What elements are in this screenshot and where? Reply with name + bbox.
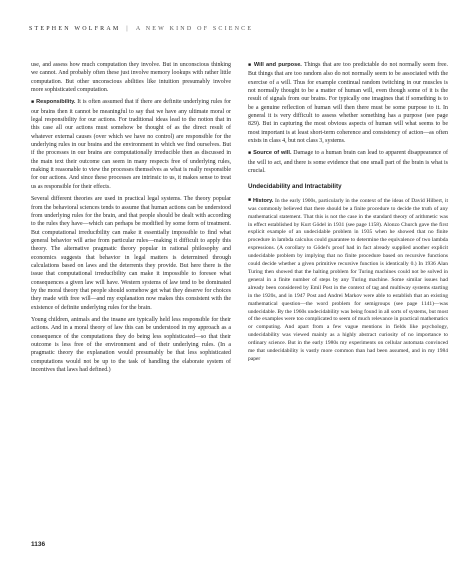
note-heading-responsibility: Responsibility.	[36, 99, 76, 106]
note-body-source: Damage to a human brain can lead to apparent disappearance of the will to act, and there is some evidence that one small part of the brain is what is crucial.	[248, 150, 449, 175]
note-heading-will: Will and purpose.	[253, 62, 302, 68]
left-column	[31, 61, 231, 378]
note-body-will: Things that are too predictable do not normally seem free. But things that are too random also do not normally seem to be associated with the exercise of a will. Thus for example continual random twitching in our muscles is not normally thought to be a matter of human will, even though some of it is the result of signals from our brains. For typically one imagines that if something is to be a genuine reflection of human will then there must be some purpose to it. In general it is very difficult to assess whether something has a purpose (see page 829). But in capturing the most obvious aspects of human will what seems to be most important is at least short-term coherence and consistency of action—as often exists in class 4, but not class 3, systems.	[248, 62, 448, 145]
header-book-title: A NEW KIND OF SCIENCE	[135, 26, 254, 32]
section-title: Undecidability and Intractability	[248, 183, 342, 191]
bullet-icon: ■	[248, 62, 252, 68]
left-paragraph-3: Several different theories are used in practical legal systems. The theory popular from the behavioral sciences tends to assume that human actions can be understood from underlying rules for the brain, and that people should be dealt with according to the rules they have—which can perhaps be modified by some form of treatment. But computational irreducibility can make it essentially impossible to find what general behavior will arise from particular rules—making it difficult to apply this theory. The alternative pragmatic theory popular in rational philosophy and economics suggests that behavior in legal matters is determined through calculations based on laws and the deterrents they provide. But here there is the issue that computational irreducibility can make it impossible to foresee what consequences a given law will have. Western systems of law tend to be dominated by the moral theory that people should somehow get what they deserve for choices they made with free will—and my explanation now makes this consistent with the existence of definite underlying rules for the brain.	[31, 196, 231, 311]
left-paragraph-4: Young children, animals and the insane are typically held less responsible for their actions. And in a moral theory of law this can be understood in my approach as a consequence of the computations they do being less sophisticated—so that their outcome is less free of the environment and of their underlying rules. (In a pragmatic theory the explanation would presumably be that less sophisticated computations would not be up to the task of handling the elaborate system of incentives that laws had defined.)	[31, 316, 231, 374]
page-number: 1136	[31, 541, 46, 548]
bullet-icon: ■	[248, 198, 252, 204]
note-body-responsibility: It is often assumed that if there are definite underlying rules for our brains then it cannot be meaningful to say that we have any ultimate moral or legal responsibility for our actions. For traditional ideas lead to the notion that in this case all our actions must somehow be thought of as the direct result of whatever external causes (over which we have no control) are responsible for the underlying rules in our brains and the environment in which we find ourselves. But if the processes in our brains are computationally irreducible then as discussed in the main text their outcome can seem in many respects free of underlying rules, making it reasonable to view the processes themselves as what is really responsible for our actions. And since these processes are intrinsic to us, it makes sense to treat us as responsible for their effects.	[31, 99, 231, 190]
right-paragraph-source	[248, 149, 448, 175]
left-paragraph-1: use, and assess how much computation they involve. But in unconscious thinking we cannot. And probably often these just involve memory lookups with rather little computation. But other unconscious abilities like intuition presumably involve more sophisticated computation.	[31, 62, 231, 94]
header-author: STEPHEN WOLFRAM	[29, 26, 121, 32]
right-paragraph-will	[248, 61, 448, 145]
note-body-history: In the early 1900s, particularly in the context of the ideas of David Hilbert, it was commonly believed that there should be a finite procedure to decide the truth of any mathematical statement. That this is not the case in the standard theory of arithmetic was in effect established by Kurt Gödel in 1931 (see page 1158). Alonzo Church gave the first explicit example of an undecidable problem in 1935 when he showed that no finite procedure in lambda calculus could guarantee to determine the equivalence of two lambda expressions. (A corollary to Gödel's proof had in fact already supplied another explicit undecidable problem by implying that no finite procedure based on recursive functions could decide whether a given primitive recursive function is identically 0.) In 1936 Alan Turing then showed that the halting problem for Turing machines could not be solved in general in a finite number of steps by any Turing machine. Some similar issues had already been considered by Emil Post in the context of tag and multiway systems starting in the 1920s, and in 1947 Post and Andrei Markov were able to establish that an existing mathematical question—the word problem for semigroups (see page 1141)—was undecidable. By the 1960s undecidability was being found in all sorts of systems, but most of the examples were too complicated to seem of much relevance in practical mathematics or computing. And apart from a few vague mentions in fields like psychology, undecidability was viewed mainly as a highly abstract curiosity of no importance to ordinary science. But in the early 1980s my experiments on cellular automata convinced me that undecidability is vastly more common than had been assumed, and in my 1984 paper	[248, 197, 449, 362]
bullet-icon: ■	[248, 150, 252, 156]
running-header	[29, 26, 449, 32]
note-heading-source: Source of will.	[253, 150, 292, 157]
bullet-icon: ■	[31, 99, 35, 105]
header-separator: |	[126, 26, 130, 32]
right-paragraph-history	[248, 198, 448, 364]
right-column	[248, 61, 448, 368]
left-paragraph-responsibility	[31, 98, 231, 191]
note-heading-history: History.	[252, 197, 274, 204]
